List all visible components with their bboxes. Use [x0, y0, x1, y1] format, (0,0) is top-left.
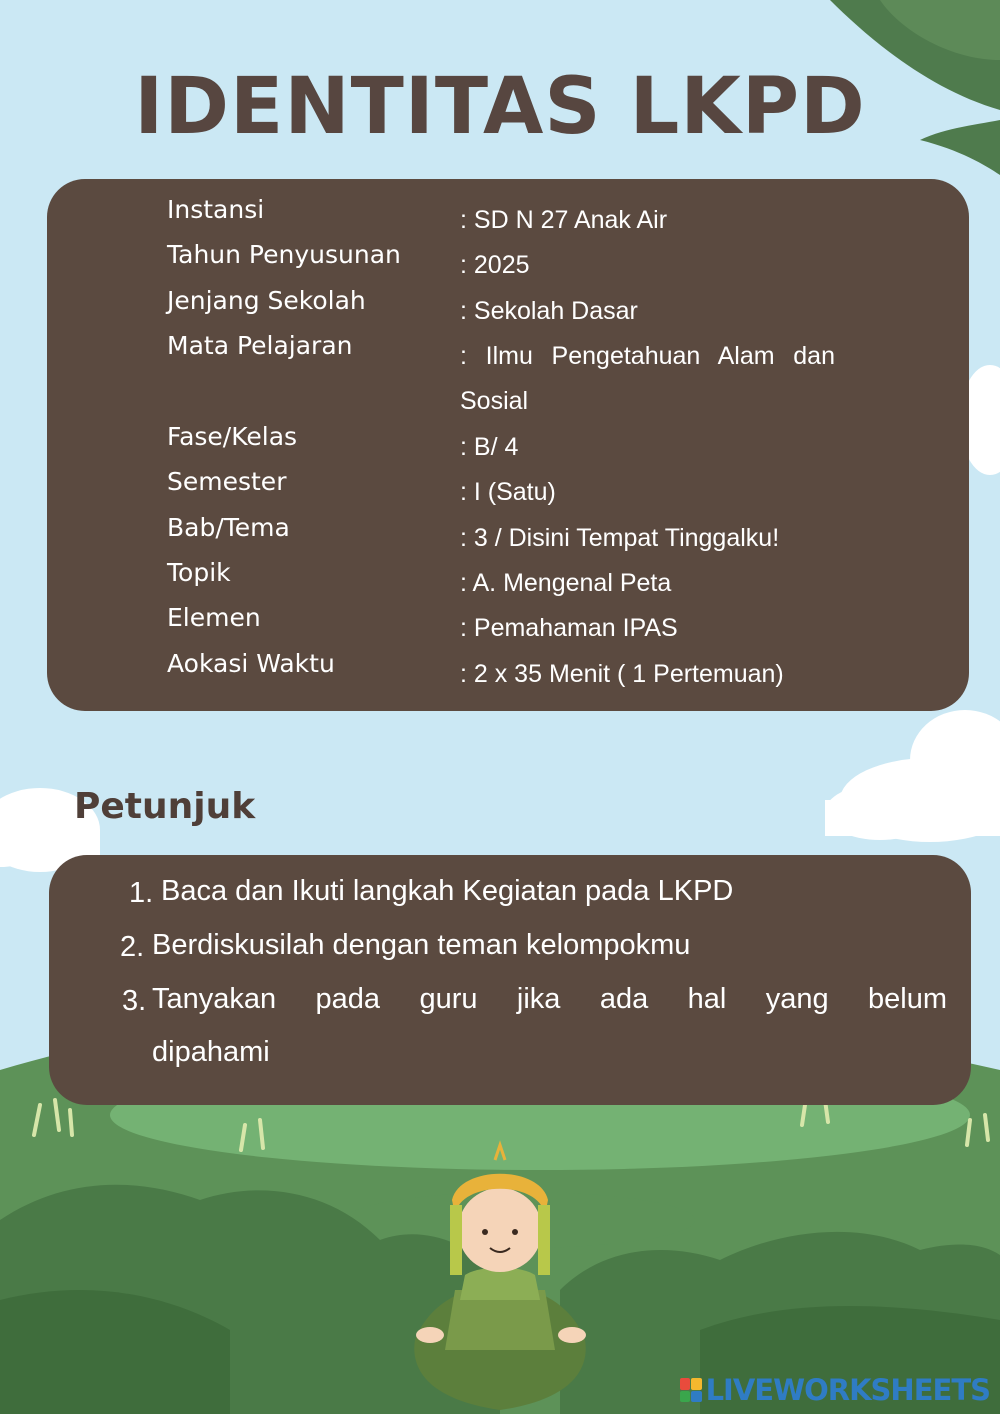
- list-item-text: Tanyakan pada guru jika ada hal yang belum dipahami: [152, 983, 947, 1068]
- list-item-number: 1.: [129, 877, 154, 909]
- list-item-text: Baca dan Ikuti langkah Kegiatan pada LKPD: [161, 875, 734, 907]
- identity-row: [47, 422, 969, 466]
- identity-value: : 2025: [460, 251, 530, 279]
- identity-label: Tahun Penyusunan: [167, 240, 401, 269]
- identity-row: [47, 240, 969, 284]
- identity-value: : A. Mengenal Peta: [460, 569, 672, 597]
- identity-label: Bab/Tema: [167, 513, 290, 542]
- identity-row: [47, 286, 969, 330]
- identity-label: Fase/Kelas: [167, 422, 298, 451]
- identity-value: : B/ 4: [460, 433, 519, 461]
- identity-row: [47, 558, 969, 602]
- identity-label: Instansi: [167, 195, 265, 224]
- identity-label: Topik: [167, 558, 231, 587]
- identity-value: : Sekolah Dasar: [460, 297, 638, 325]
- liveworksheets-icon: [680, 1378, 702, 1402]
- brand-name: LIVEWORKSHEETS: [705, 1373, 990, 1407]
- identity-value: : Pemahaman IPAS: [460, 614, 678, 642]
- identity-label: Semester: [167, 467, 287, 496]
- identity-label: Aokasi Waktu: [167, 649, 335, 678]
- identity-panel: [47, 179, 969, 711]
- list-item-number: 2.: [120, 931, 145, 963]
- identity-row: [47, 649, 969, 693]
- identity-row: [47, 331, 969, 415]
- identity-label: Jenjang Sekolah: [167, 286, 366, 315]
- identity-row: [47, 467, 969, 511]
- identity-row: [47, 513, 969, 557]
- identity-value: : SD N 27 Anak Air: [460, 206, 668, 234]
- identity-label: Elemen: [167, 603, 261, 632]
- identity-row: [47, 195, 969, 239]
- identity-value: : Ilmu Pengetahuan Alam dan Sosial: [460, 342, 835, 415]
- liveworksheets-logo: [680, 1374, 990, 1406]
- list-item-text: Berdiskusilah dengan teman kelompokmu: [152, 929, 691, 961]
- identity-label: Mata Pelajaran: [167, 331, 353, 360]
- identity-row: [47, 603, 969, 647]
- identity-value: : I (Satu): [460, 478, 556, 506]
- guide-panel: [49, 855, 971, 1105]
- identity-value: : 2 x 35 Menit ( 1 Pertemuan): [460, 660, 784, 688]
- page-title: IDENTITAS LKPD: [134, 62, 866, 152]
- list-item-number: 3.: [122, 985, 147, 1017]
- identity-value: : 3 / Disini Tempat Tinggalku!: [460, 524, 780, 552]
- guide-heading: Petunjuk: [74, 786, 256, 827]
